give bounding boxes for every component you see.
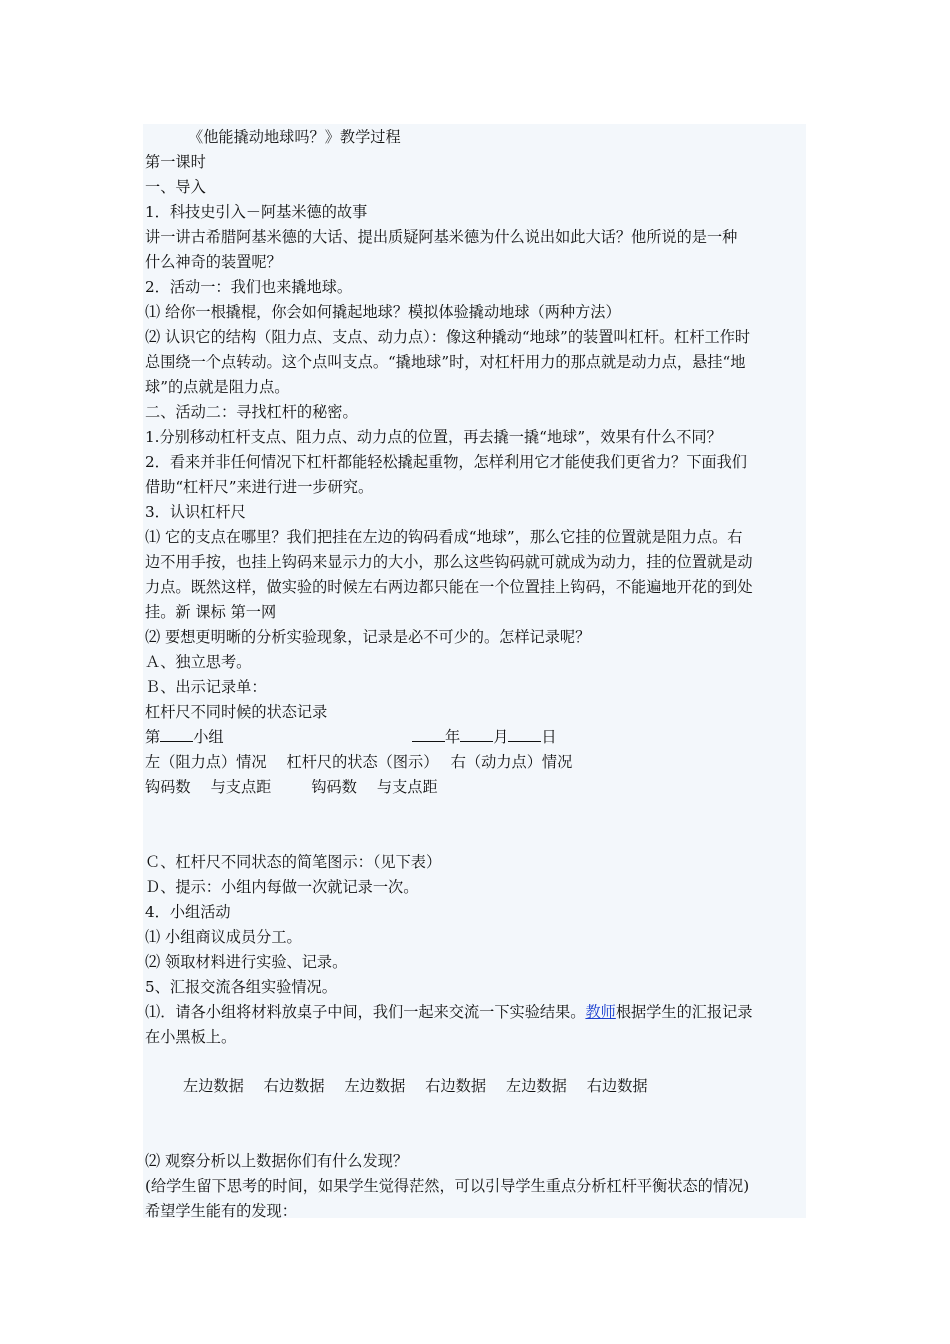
day-blank [508, 727, 541, 742]
paragraph: 2．活动一：我们也来撬地球。 [145, 278, 353, 296]
paragraph: 球”的点就是阻力点。 [145, 378, 290, 396]
paragraph: 3．认识杠杆尺 [145, 503, 246, 521]
paragraph: 借助“杠杆尺”来进行进一步研究。 [145, 478, 374, 496]
section-heading-2: 二、活动二：寻找杠杆的秘密。 [145, 403, 358, 421]
paragraph: 5、汇报交流各组实验情况。 [145, 978, 337, 996]
record-sheet-date-line [412, 726, 557, 748]
paragraph: 1．科技史引入－阿基米德的故事 [145, 203, 368, 221]
paragraph: ⑵ 观察分析以上数据你们有什么发现？ [145, 1152, 409, 1170]
paragraph: 2．看来并非任何情况下杠杆都能轻松撬起重物，怎样利用它才能使我们更省力？下面我们 [145, 453, 747, 471]
year-blank [412, 727, 445, 742]
paragraph: 挂。新 课标 第一网 [145, 603, 277, 621]
record-sheet-title: 杠杆尺不同时候的状态记录 [145, 703, 328, 721]
lesson-heading: 第一课时 [145, 153, 206, 171]
paragraph: 1.分别移动杠杆支点、阻力点、动力点的位置，再去撬一撬“地球”，效果有什么不同？ [145, 428, 722, 446]
paragraph: 什么神奇的装置呢？ [145, 253, 282, 271]
paragraph: 在小黑板上。 [145, 1028, 237, 1046]
record-sheet-subheader: 钩码数 与支点距 钩码数 与支点距 [145, 778, 438, 796]
paragraph: 4．小组活动 [145, 903, 231, 921]
paragraph: Ａ、独立思考。 [145, 653, 252, 671]
paragraph: 讲一讲古希腊阿基米德的大话、提出质疑阿基米德为什么说出如此大话？他所说的是一种 [145, 228, 738, 246]
paragraph: ⑵ 认识它的结构（阻力点、支点、动力点）：像这种撬动“地球”的装置叫杠杆。杠杆工作时 [145, 328, 751, 346]
day-label: 日 [541, 728, 557, 746]
paragraph: Ｄ、提示：小组内每做一次就记录一次。 [145, 878, 419, 896]
month-blank [460, 727, 493, 742]
paragraph: Ｂ、出示记录单： [145, 678, 267, 696]
paragraph: ⑴ 小组商议成员分工。 [145, 928, 302, 946]
paragraph: (给学生留下思考的时间，如果学生觉得茫然，可以引导学生重点分析杠杆平衡状态的情况) [145, 1177, 750, 1195]
section-heading-1: 一、导入 [145, 178, 206, 196]
paragraph-text: ⑴．请各小组将材料放桌子中间，我们一起来交流一下实验结果。 [145, 1003, 586, 1021]
paragraph: 力点。既然这样，做实验的时候左右两边都只能在一个位置挂上钩码，不能遍地开花的到处 [145, 578, 753, 596]
paragraph-with-link [145, 1001, 753, 1023]
paragraph: 希望学生能有的发现： [145, 1202, 297, 1220]
paragraph: 边不用手按，也挂上钩码来显示力的大小，那么这些钩码就可就成为动力，挂的位置就是动 [145, 553, 753, 571]
record-sheet-group-line [145, 726, 224, 748]
month-label: 月 [493, 728, 509, 746]
year-label: 年 [445, 728, 461, 746]
paragraph: ⑴ 它的支点在哪里？我们把挂在左边的钩码看成“地球”，那么它挂的位置就是阻力点。右 [145, 528, 743, 546]
paragraph: ⑴ 给你一根撬棍，你会如何撬起地球？模拟体验撬动地球（两种方法） [145, 303, 621, 321]
paragraph: Ｃ、杠杆尺不同状态的简笔图示：（见下表） [145, 853, 442, 871]
document-title: 《他能撬动地球吗？》教学过程 [188, 128, 401, 146]
paragraph: ⑵ 要想更明晰的分析实验现象，记录是必不可少的。怎样记录呢？ [145, 628, 591, 646]
paragraph: 总围绕一个点转动。这个点叫支点。“撬地球”时，对杠杆用力的那点就是动力点，悬挂“地 [145, 353, 746, 371]
group-label: 小组 [193, 728, 224, 746]
paragraph: ⑵ 领取材料进行实验、记录。 [145, 953, 348, 971]
data-columns-row: 左边数据 右边数据 左边数据 右边数据 左边数据 右边数据 [183, 1077, 648, 1095]
record-sheet-header: 左（阻力点）情况 杠杆尺的状态（图示） 右（动力点）情况 [145, 753, 573, 771]
paragraph-text: 根据学生的汇报记录 [615, 1003, 753, 1021]
group-prefix: 第 [145, 728, 161, 746]
group-blank [160, 727, 193, 742]
teacher-link[interactable]: 教师 [585, 1003, 616, 1021]
